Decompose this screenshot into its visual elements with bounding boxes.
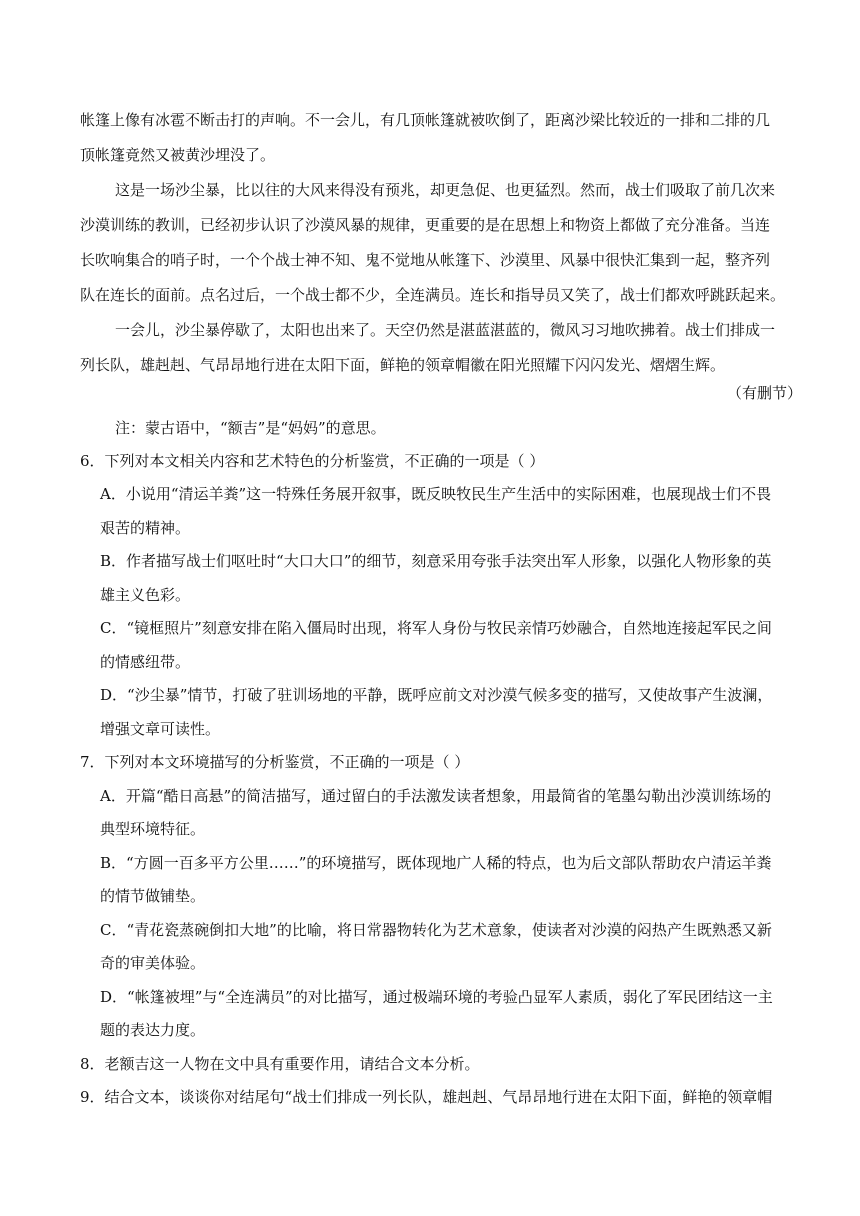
abridged-note: （有删节） [726,384,802,402]
question-6-option-b-cont: 雄主义色彩。 [100,586,191,604]
passage-line: 一会儿，沙尘暴停歇了，太阳也出来了。天空仍然是湛蓝湛蓝的，微风习习地吹拂着。战士们排成一 [115,321,776,339]
question-7-option-c: C．“青花瓷蒸碗倒扣大地”的比喻，将日常器物转化为艺术意象，使读者对沙漠的闷热产生既熟悉又新 [100,921,772,939]
passage-line: 这是一场沙尘暴，比以往的大风来得没有预兆，却更急促、也更猛烈。然而，战士们吸取了前几次来 [115,181,776,199]
question-7-option-a-cont: 典型环境特征。 [100,820,206,838]
question-6-option-a: A．小说用“清运羊粪”这一特殊任务展开叙事，既反映牧民生产生活中的实际困难，也展现战士们不畏 [100,485,772,503]
question-9-stem: 9．结合文本，谈谈你对结尾句“战士们排成一列长队，雄赳赳、气昂昂地行进在太阳下面，鲜艳的领章帽 [80,1088,773,1106]
passage-line: 列长队，雄赳赳、气昂昂地行进在太阳下面，鲜艳的领章帽徽在阳光照耀下闪闪发光、熠熠生辉。 [80,356,726,374]
question-7-option-b: B．“方圆一百多平方公里……”的环境描写，既体现地广人稀的特点，也为后文部队帮助农户清运羊粪 [100,854,772,872]
question-7-stem: 7．下列对本文环境描写的分析鉴赏，不正确的一项是（ ） [80,753,470,771]
question-6-option-c-cont: 的情感纽带。 [100,653,191,671]
question-7-option-a: A．开篇“酷日高悬”的简洁描写，通过留白的手法激发读者想象，用最简省的笔墨勾勒出沙漠训练场的 [100,787,772,805]
question-6-stem: 6．下列对本文相关内容和艺术特色的分析鉴赏，不正确的一项是（ ） [80,452,545,470]
question-6-option-c: C．“镜框照片”刻意安排在陷入僵局时出现，将军人身份与牧民亲情巧妙融合，自然地连接起军民之间 [100,619,772,637]
question-6-option-a-cont: 艰苦的精神。 [100,519,191,537]
question-8-stem: 8．老额吉这一人物在文中具有重要作用，请结合文本分析。 [80,1055,480,1073]
question-7-option-d: D．“帐篷被埋”与“全连满员”的对比描写，通过极端环境的考验凸显军人素质，弱化了军民团结这一主 [100,988,773,1006]
footnote: 注：蒙古语中，“额吉”是“妈妈”的意思。 [115,419,386,437]
question-7-option-c-cont: 奇的审美体验。 [100,954,206,972]
question-6-option-d-cont: 增强文章可读性。 [100,720,221,738]
question-6-option-b: B．作者描写战士们呕吐时“大口大口”的细节，刻意采用夸张手法突出军人形象，以强化人物形象的英 [100,552,772,570]
passage-line: 长吹响集合的哨子时，一个个战士神不知、鬼不觉地从帐篷下、沙漠里、风暴中很快汇集到一起，整齐列 [80,251,771,269]
passage-line: 沙漠训练的教训，已经初步认识了沙漠风暴的规律，更重要的是在思想上和物资上都做了充分准备。当连 [80,216,771,234]
passage-line: 帐篷上像有冰雹不断击打的声响。不一会儿，有几顶帐篷就被吹倒了，距离沙梁比较近的一排和二排的几 [80,111,771,129]
question-7-option-d-cont: 题的表达力度。 [100,1021,206,1039]
passage-line: 顶帐篷竟然又被黄沙埋没了。 [80,146,276,164]
passage-line: 队在连长的面前。点名过后，一个战士都不少，全连满员。连长和指导员又笑了，战士们都欢呼跳跃起来。 [80,286,786,304]
question-7-option-b-cont: 的情节做铺垫。 [100,887,206,905]
question-6-option-d: D．“沙尘暴”情节，打破了驻训场地的平静，既呼应前文对沙漠气候多变的描写，又使故事产生波澜， [100,686,773,704]
